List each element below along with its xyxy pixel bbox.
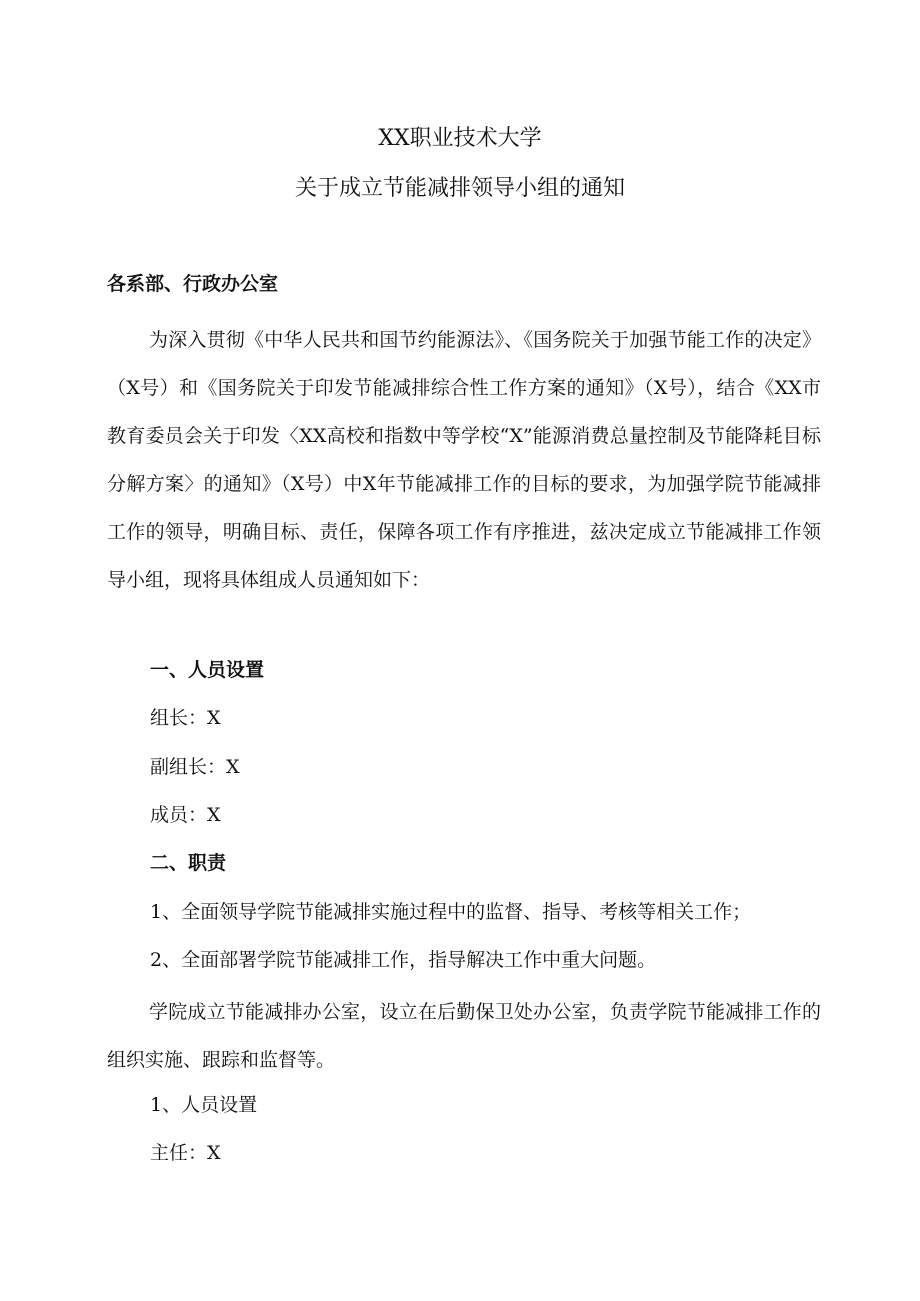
intro-paragraph: 为深入贯彻《中华人民共和国节约能源法》、《国务院关于加强节能工作的决定》（X号）和《国务院关于印发节能减排综合性工作方案的通知》（X号），结合《XX市教育委员会关于印发〈XX高校和指数中等学校“X”能源消费总量控制及节能降耗目标分解方案〉的通知》（X号）中X年节能减排工作的目标的要求，为加强学院节能减排工作的领导，明确目标、责任，保障各项工作有序推进，兹决定成立节能减排工作领导小组，现将具体组成人员通知如下： xyxy=(107,329,821,591)
section-heading-duties: 二、职责 xyxy=(150,852,227,874)
members-line: 成员：X xyxy=(150,804,221,826)
office-subheading: 1、人员设置 xyxy=(150,1094,258,1116)
duty-item-1: 1、全面领导学院节能减排实施过程中的监督、指导、考核等相关工作； xyxy=(150,901,752,923)
salutation: 各系部、行政办公室 xyxy=(107,273,279,295)
leader-line: 组长：X xyxy=(150,707,221,729)
director-line: 主任：X xyxy=(150,1142,221,1164)
office-paragraph: 学院成立节能减排办公室，设立在后勤保卫处办公室，负责学院节能减排工作的组织实施、跟踪和监督等。 xyxy=(107,1001,821,1071)
document-title-notice: 关于成立节能减排领导小组的通知 xyxy=(294,176,625,201)
duty-item-2: 2、全面部署学院节能减排工作，指导解决工作中重大问题。 xyxy=(150,949,657,971)
section-heading-personnel: 一、人员设置 xyxy=(150,659,265,681)
document-title-institution: XX职业技术大学 xyxy=(378,126,542,151)
deputy-leader-line: 副组长：X xyxy=(150,756,240,778)
